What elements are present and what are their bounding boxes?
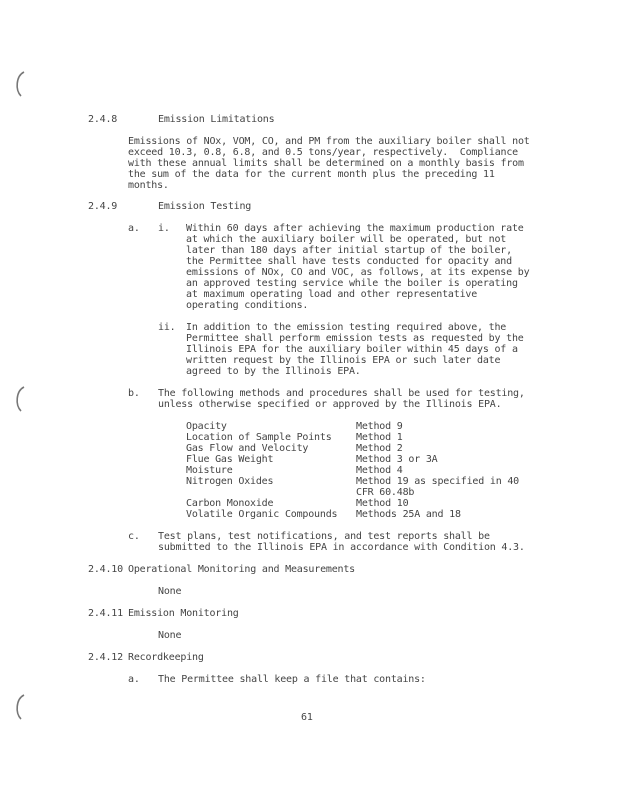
table-cell-method: Method 10	[356, 498, 409, 509]
section-body: None	[158, 630, 182, 641]
punch-hole-mark	[12, 70, 26, 98]
paragraph-line: exceed 10.3, 0.8, 6.8, and 0.5 tons/year, respectively. Compliance	[128, 147, 518, 158]
paragraph-line: later than 180 days after initial startup of the boiler,	[186, 245, 512, 256]
table-cell-method: Method 2	[356, 443, 403, 454]
list-letter: b.	[128, 388, 140, 399]
section-number: 2.4.12	[88, 652, 123, 663]
list-numeral: ii.	[158, 322, 176, 333]
table-cell-method: Method 4	[356, 465, 403, 476]
page-number: 61	[301, 712, 313, 723]
list-letter: c.	[128, 531, 140, 542]
table-cell-parameter: Gas Flow and Velocity	[186, 443, 309, 454]
paragraph-line: agreed to by the Illinois EPA.	[186, 366, 361, 377]
section-number: 2.4.10	[88, 564, 123, 575]
section-number: 2.4.11	[88, 608, 123, 619]
paragraph-line: submitted to the Illinois EPA in accordance with Condition 4.3.	[158, 542, 525, 553]
list-letter: a.	[128, 674, 140, 685]
table-cell-method: CFR 60.48b	[356, 487, 415, 498]
table-cell-method: Method 9	[356, 421, 403, 432]
table-cell-parameter: Carbon Monoxide	[186, 498, 274, 509]
paragraph-line: an approved testing service while the boiler is operating	[186, 278, 518, 289]
paragraph-line: at maximum operating load and other representative	[186, 289, 478, 300]
list-letter: a.	[128, 223, 140, 234]
paragraph-line: In addition to the emission testing required above, the	[186, 322, 507, 333]
section-title: Operational Monitoring and Measurements	[128, 564, 355, 575]
paragraph-line: written request by the Illinois EPA or such later date	[186, 355, 501, 366]
paragraph-line: Emissions of NOx, VOM, CO, and PM from the auxiliary boiler shall not	[128, 136, 530, 147]
paragraph-line: The Permittee shall keep a file that contains:	[158, 674, 426, 685]
paragraph-line: Permittee shall perform emission tests as requested by the	[186, 333, 524, 344]
table-cell-method: Methods 25A and 18	[356, 509, 461, 520]
table-cell-parameter: Nitrogen Oxides	[186, 476, 274, 487]
table-cell-parameter: Flue Gas Weight	[186, 454, 274, 465]
section-body: None	[158, 586, 182, 597]
list-numeral: i.	[158, 223, 170, 234]
paragraph-line: at which the auxiliary boiler will be operated, but not	[186, 234, 507, 245]
paragraph-line: months.	[128, 180, 169, 191]
table-cell-parameter: Location of Sample Points	[186, 432, 332, 443]
punch-hole-mark	[12, 385, 26, 413]
paragraph-line: emissions of NOx, CO and VOC, as follows, at its expense by	[186, 267, 530, 278]
table-cell-parameter: Moisture	[186, 465, 233, 476]
paragraph-line: Illinois EPA for the auxiliary boiler within 45 days of a	[186, 344, 518, 355]
section-title: Emission Limitations	[158, 114, 275, 125]
table-cell-parameter: Opacity	[186, 421, 227, 432]
table-cell-method: Method 3 or 3A	[356, 454, 438, 465]
section-number: 2.4.9	[88, 201, 118, 212]
paragraph-line: operating conditions.	[186, 300, 309, 311]
section-title: Emission Testing	[158, 201, 252, 212]
section-title: Recordkeeping	[128, 652, 204, 663]
paragraph-line: Within 60 days after achieving the maximum production rate	[186, 223, 524, 234]
paragraph-line: The following methods and procedures shall be used for testing,	[158, 388, 525, 399]
section-title: Emission Monitoring	[128, 608, 239, 619]
punch-hole-mark	[12, 693, 26, 721]
paragraph-line: unless otherwise specified or approved by the Illinois EPA.	[158, 399, 502, 410]
paragraph-line: the sum of the data for the current month plus the preceding 11	[128, 169, 495, 180]
table-cell-method: Method 19 as specified in 40	[356, 476, 519, 487]
section-number: 2.4.8	[88, 114, 118, 125]
table-cell-parameter: Volatile Organic Compounds	[186, 509, 338, 520]
paragraph-line: the Permittee shall have tests conducted for opacity and	[186, 256, 512, 267]
table-cell-method: Method 1	[356, 432, 403, 443]
paragraph-line: Test plans, test notifications, and test reports shall be	[158, 531, 490, 542]
paragraph-line: with these annual limits shall be determined on a monthly basis from	[128, 158, 524, 169]
